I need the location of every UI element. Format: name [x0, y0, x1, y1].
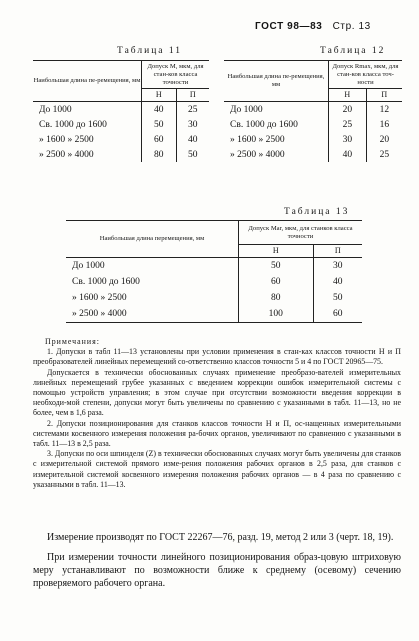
note-1: 1. Допуски в табл 11—13 установлены при условии применения в стан-ках классов точности Н и П преобразователей линейных перемещений со-ответственно классов точности 5 и 4 по ГОСТ 20965—75. — [33, 347, 401, 367]
value-h: 20 — [329, 102, 367, 118]
table13-col-length: Наибольшая длина перемещения, мм — [66, 221, 239, 258]
value-p: 25 — [176, 102, 209, 118]
value-h: 60 — [239, 274, 314, 290]
table11-caption: Таблица 11 — [117, 46, 183, 56]
table-row — [224, 102, 402, 118]
body-text — [33, 531, 401, 597]
table12-caption: Таблица 12 — [320, 46, 386, 56]
standard-number: ГОСТ 98—83 — [255, 21, 323, 32]
length-cell: До 1000 — [230, 104, 263, 115]
value-h: 40 — [142, 102, 177, 118]
table12-col-length: Наибольшая длина пе-ремещения, мм — [224, 61, 329, 102]
table-row — [66, 306, 362, 323]
value-h: 80 — [142, 147, 177, 162]
value-h: 60 — [142, 132, 177, 147]
table12-col-tolerance: Допуск Rmax, мкм, для стан-ков класса точ-ности — [329, 61, 403, 89]
note-3: 3. Допуски по оси шпинделя (Z) в технически обоснованных случаях могут быть увеличены для станков с измерительной системой прямого изме-рения положения рабочих органов в 2,5 раза, для станков с измерительной системой косвенного измерения положения рабочих органов — в 4 раза по сравнению с указанными в табл. 11—13. — [33, 449, 401, 489]
page-header — [255, 21, 371, 32]
table-row — [66, 290, 362, 306]
table-row — [224, 147, 402, 162]
table13-col-p: П — [313, 245, 362, 258]
notes-heading: Примечания: — [45, 337, 100, 346]
table-row — [33, 132, 209, 147]
value-p: 40 — [176, 132, 209, 147]
value-p: 12 — [366, 102, 402, 118]
length-cell: » 1600 » 2500 — [72, 293, 127, 303]
value-p: 20 — [366, 132, 402, 147]
table11-col-h: Н — [142, 89, 177, 102]
table12-col-p: П — [366, 89, 402, 102]
length-cell: Св. 1000 до 1600 — [39, 119, 107, 130]
value-h: 40 — [329, 147, 367, 162]
value-h: 30 — [329, 132, 367, 147]
table-11 — [33, 60, 209, 162]
value-p: 30 — [313, 258, 362, 275]
table11-col-p: П — [176, 89, 209, 102]
length-cell: Св. 1000 до 1600 — [230, 119, 298, 130]
length-cell: » 2500 » 4000 — [230, 149, 285, 160]
table-row — [224, 132, 402, 147]
length-cell: Св. 1000 до 1600 — [72, 277, 140, 287]
table-12 — [224, 60, 402, 162]
length-cell: » 2500 » 4000 — [66, 306, 239, 323]
table-13 — [66, 220, 362, 323]
value-p: 50 — [176, 147, 209, 162]
value-p: 40 — [313, 274, 362, 290]
value-p: 50 — [313, 290, 362, 306]
length-cell: » 1600 » 2500 — [230, 134, 285, 145]
table11-col-length: Наибольшая длина пе-ремещения, мм — [33, 61, 142, 102]
value-h: 50 — [239, 258, 314, 275]
value-h: 100 — [239, 306, 314, 323]
table-row — [66, 258, 362, 275]
value-h: 25 — [329, 117, 367, 132]
body-paragraph-positioning: При измерении точности линейного позиционирования образ-цовую штриховую меру устанавливают по возможности ближе к среднему (осевому) сечению проверяемого рабочего органа. — [33, 552, 401, 589]
value-p: 60 — [313, 306, 362, 323]
value-p: 30 — [176, 117, 209, 132]
length-cell: До 1000 — [39, 104, 72, 115]
table-row — [33, 147, 209, 162]
value-h: 50 — [142, 117, 177, 132]
notes-block — [33, 337, 401, 490]
length-cell: До 1000 — [72, 261, 105, 271]
body-paragraph-measurement: Измерение производят по ГОСТ 22267—76, разд. 19, метод 2 или 3 (черт. 18, 19). — [47, 532, 394, 543]
table-row — [33, 102, 209, 118]
table-row — [33, 117, 209, 132]
page-number: Стр. 13 — [332, 21, 371, 32]
table13-col-tolerance: Допуск Mar, мкм, для станков класса точности — [239, 221, 363, 245]
value-p: 16 — [366, 117, 402, 132]
value-h: 80 — [239, 290, 314, 306]
length-cell: » 2500 » 4000 — [39, 149, 94, 160]
table12-col-h: Н — [329, 89, 367, 102]
note-2: 2. Допуски позиционирования для станков классов точности Н и П, ос-нащенных измерительными системами косвенного измерения положения ра-бочих органов, увеличивают по сравнению с указанными в табл. 11—13 в 2,5 раза. — [33, 418, 401, 449]
note-1-continued: Допускается в технически обоснованных случаях применение преобразо-вателей измерительных линейных перемещений грубее указанных с введением коррекции ошибок измерительной системы с помощью устройств управления; в этом случае при отсутствии возможности введения коррекции в необходи-мой степени, допуски могут быть увеличены по сравнению с указанными в табл. 11—13, но не более, чем в 1,6 раза. — [33, 367, 401, 418]
length-cell: » 1600 » 2500 — [39, 134, 94, 145]
table-row — [66, 274, 362, 290]
table13-caption: Таблица 13 — [284, 207, 350, 217]
value-p: 25 — [366, 147, 402, 162]
table13-col-h: Н — [239, 245, 314, 258]
table-row — [224, 117, 402, 132]
table11-col-tolerance: Допуск M, мкм, для стан-ков класса точности — [142, 61, 210, 89]
